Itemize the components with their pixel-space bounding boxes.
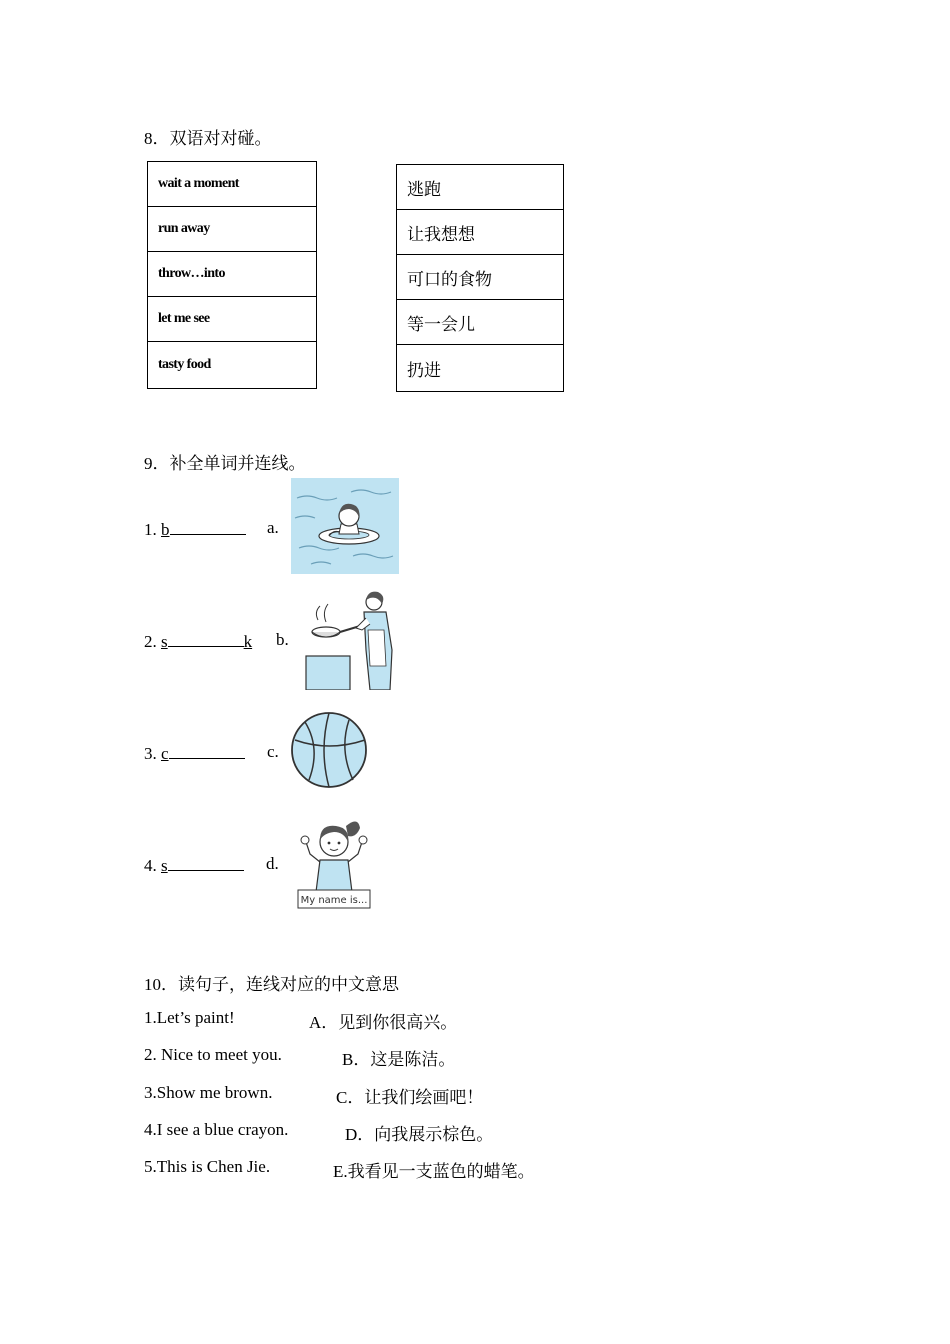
- q9-item-1-start: b: [161, 520, 170, 539]
- q9-item-3: [144, 742, 245, 764]
- q9-item-2-start: s: [161, 632, 168, 651]
- q9-item-3-blank[interactable]: [169, 742, 245, 759]
- q9-item-2-letter: b.: [276, 630, 289, 649]
- q8-left-cell-4: let me see: [148, 297, 317, 342]
- basketball-picture: [289, 710, 369, 790]
- q9-item-2-end: k: [243, 632, 253, 651]
- q8-right-cell-2: 让我想想: [397, 210, 564, 255]
- q8-right-cell-1: 逃跑: [397, 165, 564, 210]
- cooking-woman-picture: [304, 590, 394, 690]
- q8-left-cell-5: tasty food: [148, 342, 317, 389]
- q9-item-2: [144, 630, 252, 652]
- q8-chinese-table: [396, 164, 564, 392]
- q9-item-4-blank[interactable]: [168, 854, 244, 871]
- q9-item-2-num: 2.: [144, 632, 157, 651]
- q9-item-1: [144, 518, 246, 540]
- q10-en-4: 4.I see a blue crayon.: [144, 1120, 289, 1139]
- q10-cn-1: A．见到你很高兴。: [309, 1013, 458, 1032]
- q10-cn-3: C．让我们绘画吧！: [336, 1088, 484, 1107]
- q10-en-1: 1.Let’s paint!: [144, 1008, 235, 1027]
- q9-item-4-letter: d.: [266, 854, 279, 873]
- q9-item-3-start: c: [161, 744, 169, 763]
- q8-right-cell-5: 扔进: [397, 345, 564, 392]
- q8-right-cell-4: 等一会儿: [397, 300, 564, 345]
- q8-english-table: [147, 161, 317, 389]
- q10-en-2: 2. Nice to meet you.: [144, 1045, 282, 1064]
- name-sign-text: My name is...: [300, 895, 368, 906]
- q10-cn-5: E.我看见一支蓝色的蜡笔。: [333, 1162, 535, 1181]
- q10-en-5: 5.This is Chen Jie.: [144, 1157, 271, 1176]
- q8-right-cell-3: 可口的食物: [397, 255, 564, 300]
- q8-title: 8．双语对对碰。: [144, 129, 272, 148]
- q9-item-3-num: 3.: [144, 744, 157, 763]
- q8-left-cell-2: run away: [148, 207, 317, 252]
- q9-item-2-blank[interactable]: [168, 630, 244, 647]
- q9-item-1-letter: a.: [267, 518, 279, 537]
- q9-item-4-start: s: [161, 856, 168, 875]
- q9-title: 9．补全单词并连线。: [144, 454, 306, 473]
- q10-cn-4: D．向我展示棕色。: [345, 1125, 494, 1144]
- q10-title: 10．读句子，连线对应的中文意思: [144, 975, 399, 994]
- q9-item-3-letter: c.: [267, 742, 279, 761]
- q9-item-1-num: 1.: [144, 520, 157, 539]
- q8-left-cell-1: wait a moment: [148, 162, 317, 207]
- q8-left-cell-3: throw…into: [148, 252, 317, 297]
- waving-girl-picture: [296, 812, 374, 912]
- q9-item-4-num: 4.: [144, 856, 157, 875]
- swimming-girl-picture: [291, 478, 399, 574]
- q10-en-3: 3.Show me brown.: [144, 1083, 273, 1102]
- q9-item-4: [144, 854, 244, 876]
- q10-cn-2: B．这是陈洁。: [342, 1050, 456, 1069]
- q9-item-1-blank[interactable]: [170, 518, 246, 535]
